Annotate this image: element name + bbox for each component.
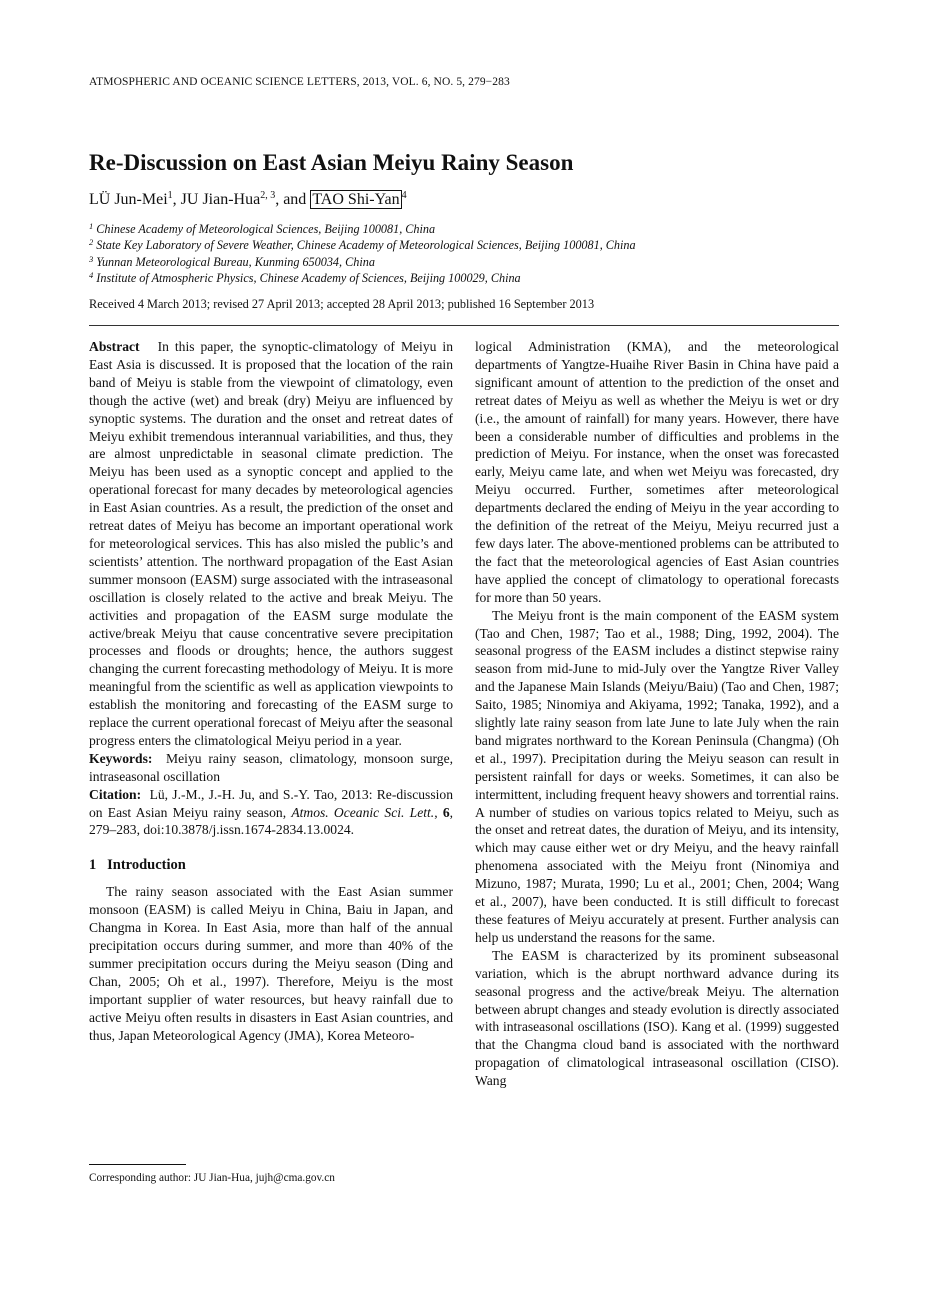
affiliation-number: 4 xyxy=(89,270,94,281)
author-affil-number: 2, 3 xyxy=(260,190,276,201)
header-divider xyxy=(89,325,839,326)
citation-label: Citation: xyxy=(89,786,142,802)
citation-volume: 6 xyxy=(442,804,450,820)
body-paragraph: The EASM is characterized by its prominent subseasonal variation, which is the abrupt northward advance during its seasonal progress and the active/break Meiyu. The alternation between abrupt changes and steady evolution is directly associated with intraseasonal oscillations (ISO). Kang et al. (1999) suggested that the Changma cloud band is associated with the northward propagation of climatological intraseasonal oscillation (CISO). Wang xyxy=(475,947,839,1089)
right-column xyxy=(475,338,839,1090)
section-title: Introduction xyxy=(107,857,186,874)
journal-header: ATMOSPHERIC AND OCEANIC SCIENCE LETTERS, 2013, VOL. 6, NO. 5, 279−283 xyxy=(89,76,510,88)
affiliations xyxy=(89,221,636,287)
citation-journal: Atmos. Oceanic Sci. Lett. xyxy=(291,804,435,820)
body-paragraph: The rainy season associated with the East Asian summer monsoon (EASM) is called Meiyu in China, Baiu in Japan, and Changma in Korea. In East Asia, more than half of the annual precipitation occurs during summer, and more than 40% of the summer precipitation occurs during the Meiyu season (Ding and Chan, 2005; Oh et al., 1997). Therefore, Meiyu is the most important supplier of water resources, but heavy rainfall due to active Meiyu often results in disasters in East Asian countries, and thus, Japan Meteorological Agency (JMA), Korea Meteoro- xyxy=(89,884,453,1043)
left-column xyxy=(89,338,453,1044)
author-list xyxy=(89,191,407,209)
body-paragraph: The Meiyu front is the main component of the EASM system (Tao and Chen, 1987; Tao et al., 1988; Ding, 1992, 2004). The seasonal progress of the EASM includes a distinct stepwise rainy season from mid-June to mid-July over the Yangtze River Valley and the Japanese Main Islands (Meiyu/Baiu) (Tao and Chen, 1987; Saito, 1985; Ninomiya and Akiyama, 1992; Tanaka, 1992), and a slightly late rainy season from late June to late July when the rain band migrates northward to the Korean Peninsula (Changma) (Oh et al., 1997). Precipitation during the Meiyu season can result in persistent rainfall for days or weeks. Sometimes, it can also be intermittent, including frequent heavy showers and torrential rains. A number of studies on various topics related to Meiyu, such as the onset and retreat dates, the duration of Meiyu, and its intensity, which may cause either wet or dry Meiyu, and the heavy rainfall phenomena associated with the Meiyu front (Ninomiya and Mizuno, 1987; Murata, 1990; Lu et al., 2001; Chen, 2004; Wang et al., 2007), have been conducted. It is still difficult to forecast these features of Meiyu accurately at present. Further analysis can help us understand the reasons for the same. xyxy=(475,607,839,945)
affiliation-text: Institute of Atmospheric Physics, Chinese Academy of Sciences, Beijing 100029, China xyxy=(96,271,521,286)
body-paragraph: logical Administration (KMA), and the meteorological departments of Yangtze-Huaihe River Basin in China have paid a significant amount of attention to the prediction of the onset and retreat dates of Meiyu as well as whether the Meiyu is wet or dry (i.e., the amount of rainfall) for many years. However, there have been a considerable number of difficulties and problems in the prediction of Meiyu. For instance, when the onset was forecasted early, Meiyu came late, and when wet Meiyu was forecasted, dry Meiyu occurred. Further, sometimes after meteorological departments declared the ending of Meiyu in the year according to the definition of the retreat of the Meiyu, Meiyu recurred just a few days later. The above-mentioned problems can be attributed to the fact that the meteorological agencies of East Asian countries have applied the concept of climatology to operational forecasts for more than 50 years. xyxy=(475,339,839,605)
abstract xyxy=(89,338,453,750)
section-number: 1 xyxy=(89,857,97,874)
abstract-label: Abstract xyxy=(89,339,140,354)
citation-text: , 279–283, doi:10.3878/j.issn.1674-2834.13.0024. xyxy=(89,804,454,838)
author-separator: , xyxy=(172,191,181,208)
author-name: LÜ Jun-Mei xyxy=(89,191,168,208)
section-heading xyxy=(89,857,453,875)
paper-title: Re-Discussion on East Asian Meiyu Rainy Season xyxy=(89,150,574,175)
author-separator: , and xyxy=(275,191,311,208)
author-affil-number: 4 xyxy=(401,190,407,201)
affiliation-line xyxy=(89,270,636,286)
abstract-text: In this paper, the synoptic-climatology of Meiyu in East Asia is discussed. It is proposed that the location of the rain band of Meiyu is stable from the viewpoint of climatology, even though the active (wet) and break (dry) Meiyu are influenced by synoptic systems. The duration and the onset and retreat dates of Meiyu exhibit tremendous interannual variabilities, and thus, they are almost unpredictable in seasonal climate prediction. The Meiyu has been used as a synoptic concept and applied to the operational forecast for many decades by meteorological agencies in East Asian countries. As a result, the prediction of the onset and retreat dates of Meiyu has become an important operational work for meteorological services. This has also misled the public’s and scientists’ attention. The northward propagation of the East Asian summer monsoon (EASM) surge associated with the intraseasonal oscillation is closely related to the active and break Meiyu. The activities and propagation of the EASM surge modulate the active/break Meiyu that cause concentrative severe precipitation processes and floods or droughts; hence, the authors suggest changing the current forecasting methodology of Meiyu. It is more meaningful from the scientific as well as application viewpoints to establish the monitoring and forecasting of the EASM surge to replace the current operational forecast of Meiyu after the seasonal progress enters the climatological Meiyu period in a year. xyxy=(89,339,453,748)
citation xyxy=(89,786,453,840)
affiliation-line xyxy=(89,254,636,270)
author-affil-number: 1 xyxy=(167,190,173,201)
citation-text: Lü, J.-M., J.-H. Ju, and S.-Y. Tao, 2013: Re-discussion on East Asian Meiyu rainy season, xyxy=(89,786,454,820)
author-name: JU Jian-Hua xyxy=(180,191,261,208)
affiliation-text: Chinese Academy of Meteorological Sciences, Beijing 100081, China xyxy=(96,222,436,236)
received-dates: Received 4 March 2013; revised 27 April 2013; accepted 28 April 2013; published 16 September 2013 xyxy=(89,297,595,311)
footnote-divider xyxy=(89,1164,186,1165)
affiliation-number: 3 xyxy=(89,253,94,264)
keywords-text: Meiyu rainy season, climatology, monsoon surge, intraseasonal oscillation xyxy=(89,750,454,784)
affiliation-text: State Key Laboratory of Severe Weather, Chinese Academy of Meteorological Sciences, Beijing 100081, China xyxy=(96,238,636,253)
citation-text: , xyxy=(434,804,443,820)
keywords xyxy=(89,750,453,786)
affiliation-number: 1 xyxy=(89,221,94,231)
keywords-label: Keywords: xyxy=(89,750,153,766)
affiliation-line xyxy=(89,221,636,237)
corresponding-author-footnote: Corresponding author: JU Jian-Hua, jujh@cma.gov.cn xyxy=(89,1172,335,1184)
affiliation-number: 2 xyxy=(89,237,94,248)
affiliation-text: Yunnan Meteorological Bureau, Kunming 650034, China xyxy=(96,254,375,269)
affiliation-line xyxy=(89,237,636,253)
corresponding-author-box: TAO Shi-Yan xyxy=(312,191,400,208)
